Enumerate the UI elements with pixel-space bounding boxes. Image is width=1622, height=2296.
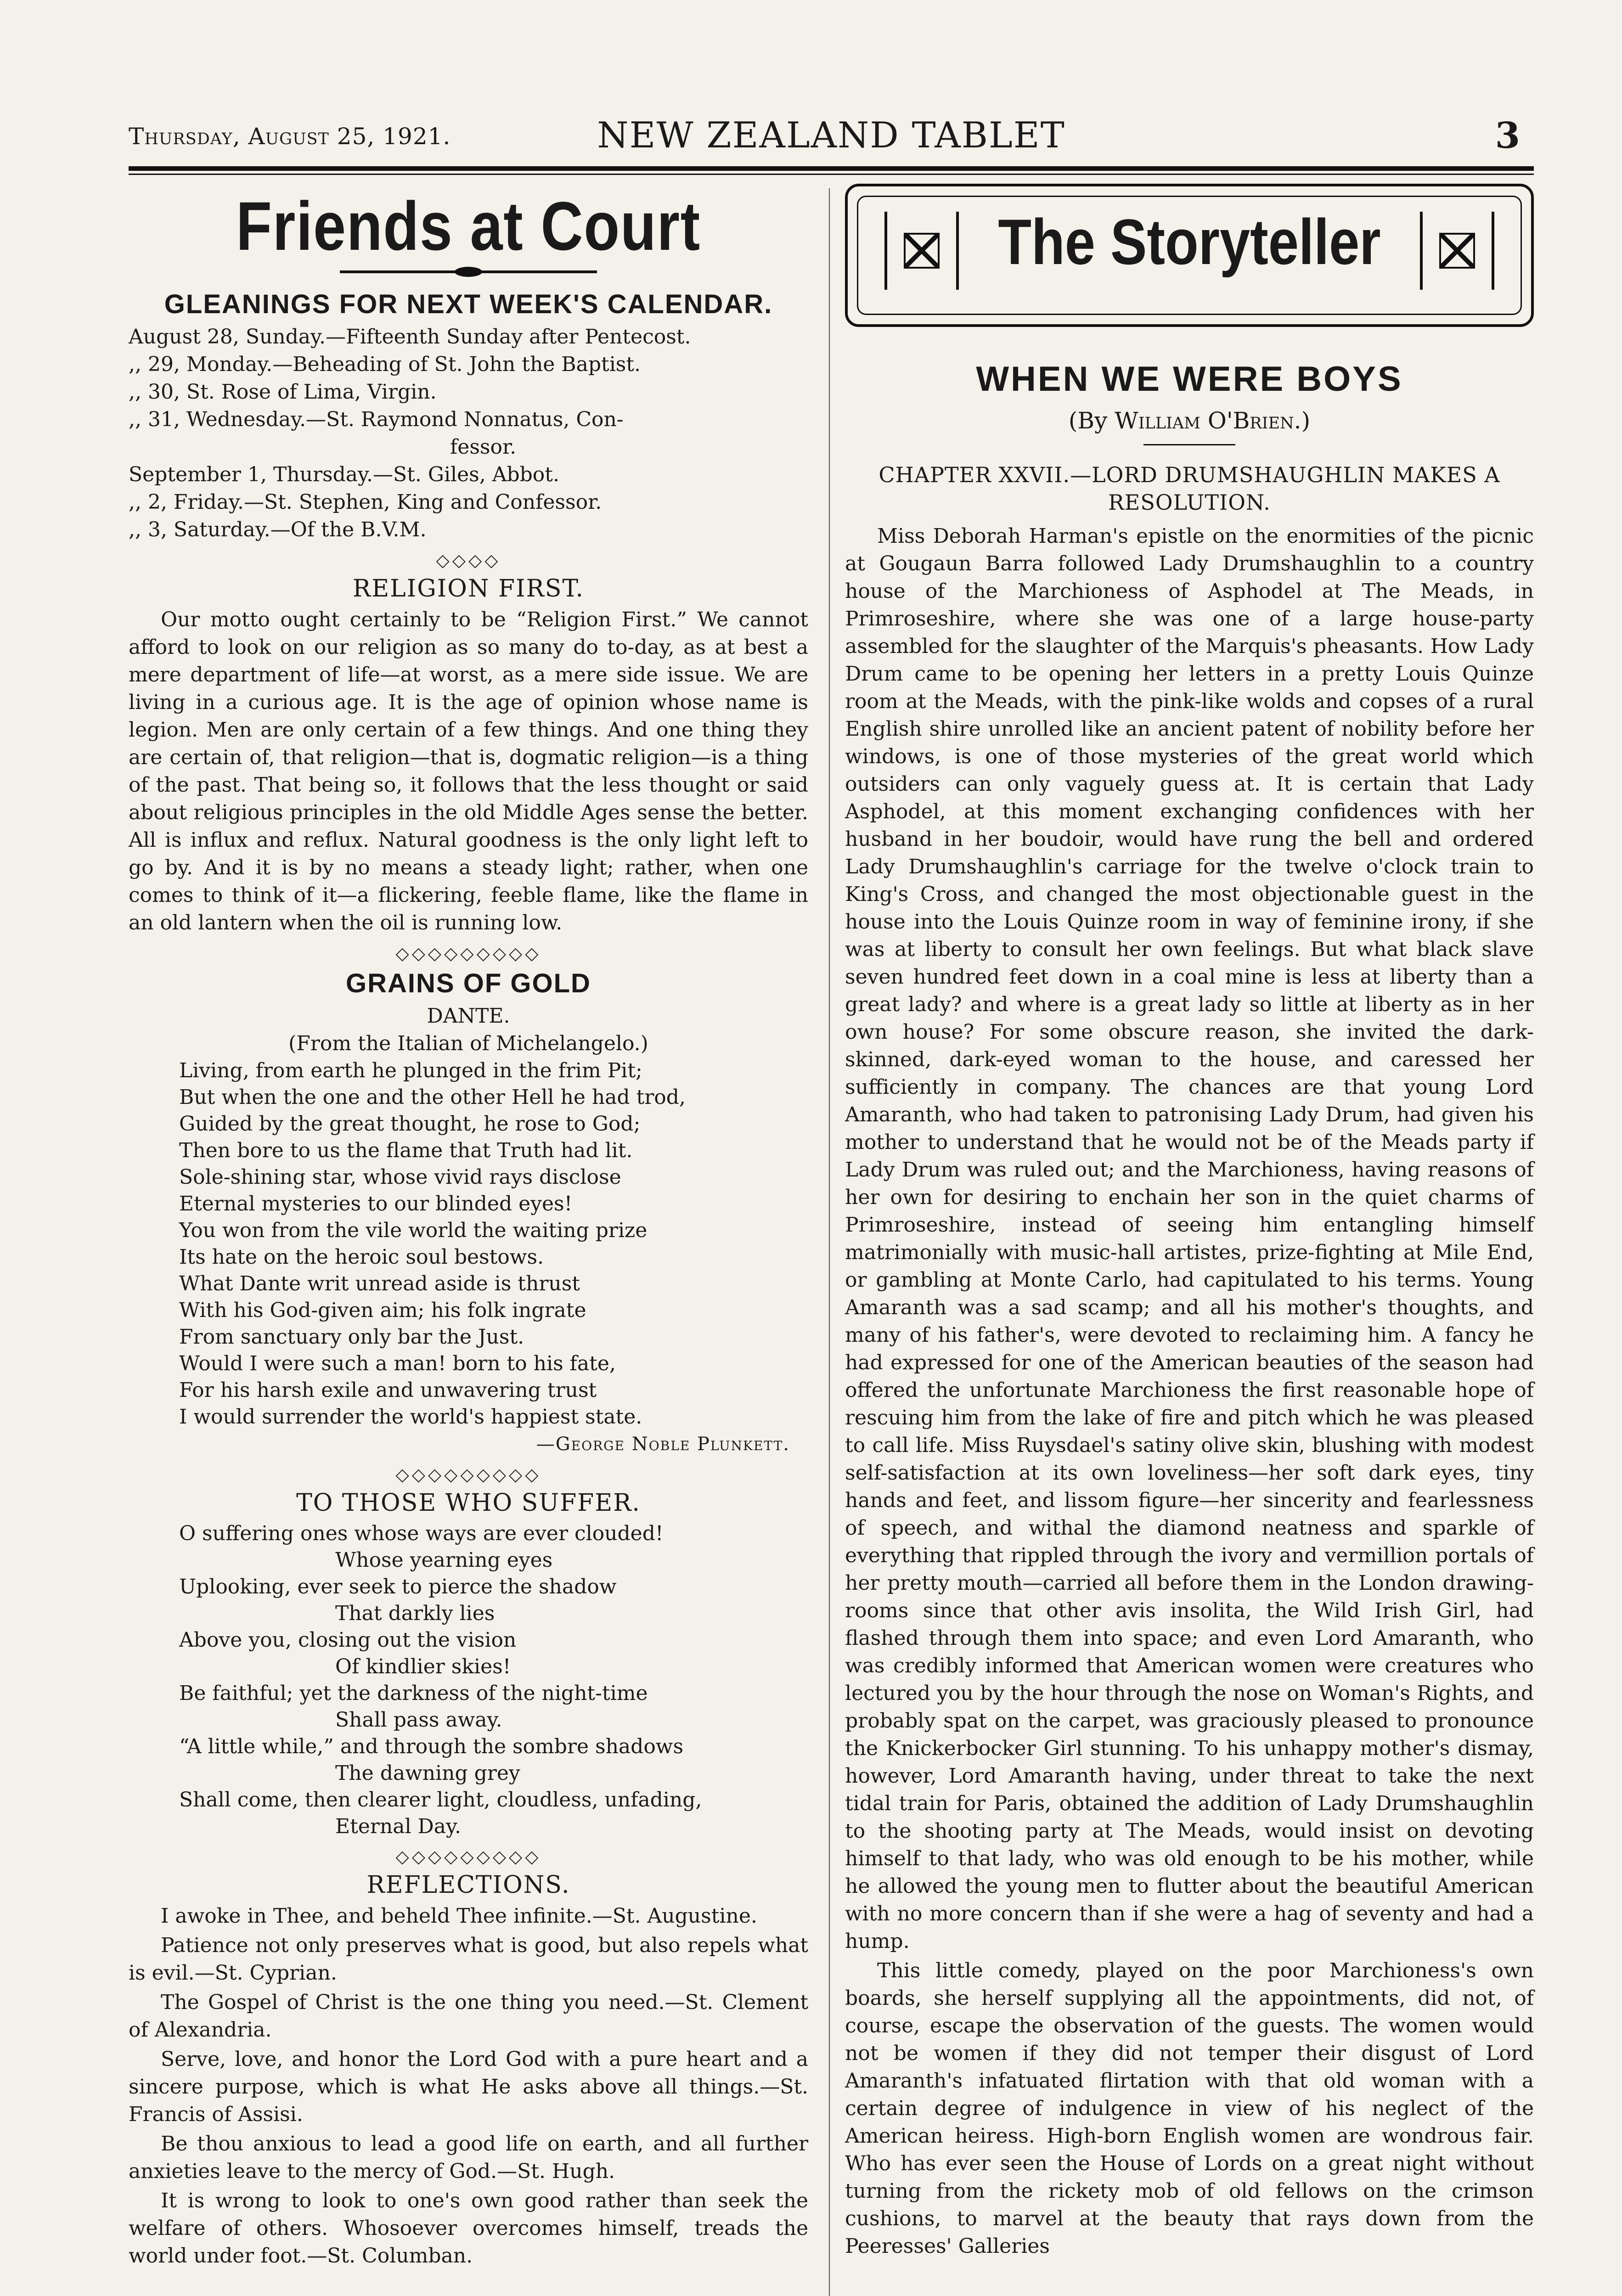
calendar-line: ,, 30, St. Rose of Lima, Virgin. xyxy=(129,380,437,404)
poem-line: But when the one and the other Hell he had trod, xyxy=(179,1086,686,1109)
poem-line: From sanctuary only bar the Just. xyxy=(179,1325,524,1349)
left-column xyxy=(129,184,808,2270)
story-paragraph: This little comedy, played on the poor Marchioness's own boards, she herself supplying all the appointments, did not, of course, escape the observation of the guests. The women would not be women if they did not temper their disgust of Lord Amaranth's infatuated flirtation with that old woman with a certain degree of indulgence in view of his neglect of the American heiress. High-born English women are wondrous fair. Who has ever seen the House of Lords on a great night without turning from the rickety mob of old fellows on the crimson cushions, to marvel at the beauty that rays down from the Peeresses' Galleries xyxy=(845,1959,1534,2258)
poem-title: DANTE. xyxy=(427,1004,510,1028)
reflection-paragraph: Patience not only preserves what is good, but also repels what is evil.—St. Cyprian. xyxy=(129,1934,808,1985)
poem-line: Above you, closing out the vision xyxy=(179,1628,517,1652)
poem-line: Shall come, then clearer light, cloudless, unfading, xyxy=(179,1788,702,1812)
storyteller-title: The Storyteller xyxy=(998,206,1381,278)
poem-line: Living, from earth he plunged in the frim Pit; xyxy=(179,1059,642,1082)
poem-line: You won from the vile world the waiting prize xyxy=(179,1219,648,1242)
title-ornament-rule xyxy=(340,270,597,273)
column-divider xyxy=(829,188,830,2296)
grains-heading: GRAINS OF GOLD xyxy=(346,968,591,998)
poem-signature: —George Noble Plunkett. xyxy=(536,1434,790,1455)
ornament-divider: ◇◇◇◇ xyxy=(436,550,501,570)
short-rule xyxy=(1143,444,1235,445)
religion-heading: RELIGION FIRST. xyxy=(353,575,584,602)
byline-prefix: (By xyxy=(1068,407,1115,434)
calendar-line: August 28, Sunday.—Fifteenth Sunday after Pentecost. xyxy=(129,325,691,349)
religion-paragraph: Our motto ought certainly to be “Religion First.” We cannot afford to look on our religion as so many do to-day, as at best a mere department of life—at worst, as a mere side issue. We are living in a curious age. It is the age of opinion whose name is legion. Men are only certain of a few things. And one thing they are certain of, that religion—that is, dogmatic religion—is a thing of the past. That being so, it follows that the less thought or said about religious principles in the old Middle Ages sense the better. All is influx and reflux. Natural goodness is the only light left to go by. And it is by no means a steady light; rather, when one comes to think of it—a flickering, feeble flame, like the flame in an old lantern when the oil is running low. xyxy=(129,608,808,934)
calendar-list xyxy=(129,323,808,544)
poem-line: “A little while,” and through the sombre shadows xyxy=(179,1735,684,1758)
poem-line: Would I were such a man! born to his fate, xyxy=(179,1352,616,1375)
poem-line: Of kindlier skies! xyxy=(335,1655,511,1678)
reflections-heading: REFLECTIONS. xyxy=(366,1871,570,1899)
reflection-paragraph: It is wrong to look to one's own good rather than seek the welfare of others. Whosoever overcomes himself, treads the world under foot.—St. Columban. xyxy=(129,2189,808,2268)
page-number: 3 xyxy=(1495,115,1520,157)
dante-poem xyxy=(129,1058,808,1430)
poem-source: (From the Italian of Michelangelo.) xyxy=(288,1032,648,1055)
poem-line: Sole-shining star, whose vivid rays disclose xyxy=(179,1165,621,1189)
storyteller-banner xyxy=(845,184,1534,327)
poem-line: Shall pass away. xyxy=(335,1708,502,1732)
calendar-line: ,, 3, Saturday.—Of the B.V.M. xyxy=(129,518,427,541)
calendar-line: September 1, Thursday.—St. Giles, Abbot. xyxy=(129,463,559,486)
suffer-poem xyxy=(129,1520,808,1840)
serial-title: WHEN WE WERE BOYS xyxy=(976,360,1403,399)
suffer-heading: TO THOSE WHO SUFFER. xyxy=(296,1489,641,1517)
story-paragraph: Miss Deborah Harman's epistle on the enormities of the picnic at Gougaun Barra followed Lady Drumshaughlin to a country house of the Marchioness of Asphodel at The Meads, in Primroseshire, where she was one of a large house-party assembled for the slaughter of the Marquis's pheasants. How Lady Drum came to be opening her letters in a pretty Louis Quinze room at the Meads, with the pink-like wolds and copses of a rural English shire unrolled like an ancient patent of nobility before her windows, is one of those mysteries of the great world which outsiders can only vaguely guess at. It is certain that Lady Asphodel, at this moment exchanging confidences with her husband in her boudoir, would have rung the bell and ordered Lady Drumshaughlin's carriage for the twelve o'clock train to King's Cross, and changed the most objectionable guest in the house into the Louis Quinze room in way of feminine irony, if she was at liberty to consult her own feelings. But what black slave seven hundred feet down in a coal mine is less at liberty than a great lady? and where is a great lady so little at liberty as in her own house? For some obscure reason, she invited the dark-skinned, dark-eyed woman to the house, and caressed her sufficiently in company. The chances are that young Lord Amaranth, who had taken to patronising Lady Drum, had given his mother to understand that he would not be of the Meads party if Lady Drum was ruled out; and the Marchioness, having reasons of her own for desiring to enchain her son in the quiet charms of Primroseshire, instead of seeing him entangling himself matrimonially with music-hall artistes, prize-fighting at Mile End, or gambling at Monte Carlo, had capitulated to his terms. Young Amaranth was a sad scamp; and all his mother's thoughts, and many of his father's, were devoted to reclaiming him. A fancy he had expressed for one of the American beauties of the season had offered the unfortunate Marchioness the first reasonable hope of rescuing him from the lake of fire and pitch which he was pleased to call life. Miss Ruysdael's satiny olive skin, blushing with modest self-satisfaction at its own loveliness—her soft dark eyes, tiny hands and feet, and lissom figure—her sincerity and fearlessness of speech, and withal the diamond neatness and sparkle of everything that rippled through the ivory and vermillion portals of her pretty mouth—carried all before them in the London drawing-rooms since that other avis insolita, the Wild Irish Girl, had flashed through them into space; and even Lord Amaranth, who was credibly informed that American women were creatures who lectured you by the hour through the nose on Woman's Rights, and probably spat on the carpet, was graciously pleased to pronounce the Knickerbocker Girl stunning. To his unhappy mother's dismay, however, Lord Amaranth having, under threat to take the next tidal train for Paris, obtained the addition of Lady Drumshaughlin to the shooting party at The Meads, would insist on devoting himself to that lady, who was old enough to be his mother, while he allowed the young men to flutter about the beautiful American with no more concern than if she were a hag of seventy and had a hump. xyxy=(845,524,1534,1953)
reflection-paragraph: The Gospel of Christ is the one thing you need.—St. Clement of Alexandria. xyxy=(129,1991,808,2042)
poem-line: O suffering ones whose ways are ever clouded! xyxy=(179,1522,664,1545)
chapter-heading: CHAPTER XXVII.—LORD DRUMSHAUGHLIN MAKES A RESOLUTION. xyxy=(879,462,1500,515)
poem-line: Uplooking, ever seek to pierce the shadow xyxy=(179,1575,617,1598)
calendar-heading: GLEANINGS FOR NEXT WEEK'S CALENDAR. xyxy=(164,289,773,319)
ornament-divider: ◇◇◇◇◇◇◇◇◇ xyxy=(395,1846,541,1867)
ornament-divider: ◇◇◇◇◇◇◇◇◇ xyxy=(395,1464,541,1485)
poem-line: Then bore to us the flame that Truth had lit. xyxy=(179,1139,633,1162)
poem-line: Eternal mysteries to our blinded eyes! xyxy=(179,1192,573,1216)
byline xyxy=(845,407,1534,434)
issue-date: Thursday, August 25, 1921. xyxy=(129,123,451,150)
friends-at-court-title: Friends at Court xyxy=(236,187,701,264)
poem-line: With his God-given aim; his folk ingrate xyxy=(179,1299,586,1322)
poem-line: Be faithful; yet the darkness of the night-time xyxy=(179,1682,648,1705)
calendar-line: fessor. xyxy=(450,435,517,459)
poem-line: Its hate on the heroic soul bestows. xyxy=(179,1245,544,1269)
banner-ornament-icon xyxy=(1420,212,1494,290)
poem-line: That darkly lies xyxy=(335,1602,495,1625)
poem-line: What Dante writ unread aside is thrust xyxy=(179,1272,580,1295)
poem-line: I would surrender the world's happiest state. xyxy=(179,1405,642,1429)
calendar-line: ,, 29, Monday.—Beheading of St. John the Baptist. xyxy=(129,353,641,376)
reflection-paragraph: Serve, love, and honor the Lord God with a pure heart and a sincere purpose, which is what He asks above all things.—St. Francis of Assisi. xyxy=(129,2048,808,2126)
ornament-divider: ◇◇◇◇◇◇◇◇◇ xyxy=(395,943,541,963)
header-rule xyxy=(129,166,1534,175)
calendar-line: ,, 2, Friday.—St. Stephen, King and Confessor. xyxy=(129,490,602,514)
right-column xyxy=(845,184,1534,2260)
poem-line: The dawning grey xyxy=(335,1761,520,1785)
reflection-paragraph: I awoke in Thee, and beheld Thee infinite.—St. Augustine. xyxy=(161,1904,757,1928)
poem-line: Eternal Day. xyxy=(335,1815,462,1838)
newspaper-title: NEW ZEALAND TABLET xyxy=(597,115,1065,156)
byline-suffix: ) xyxy=(1301,407,1311,434)
poem-line: Whose yearning eyes xyxy=(335,1548,553,1572)
running-head xyxy=(129,115,1534,170)
poem-line: Guided by the great thought, he rose to God; xyxy=(179,1112,641,1136)
calendar-line: ,, 31, Wednesday.—St. Raymond Nonnatus, Con- xyxy=(129,408,624,431)
poem-line: For his harsh exile and unwavering trust xyxy=(179,1379,597,1402)
reflection-paragraph: Be thou anxious to lead a good life on earth, and all further anxieties leave to the mercy of God.—St. Hugh. xyxy=(129,2132,808,2183)
byline-author: William O'Brien. xyxy=(1115,407,1301,434)
newspaper-page xyxy=(129,115,1534,2296)
